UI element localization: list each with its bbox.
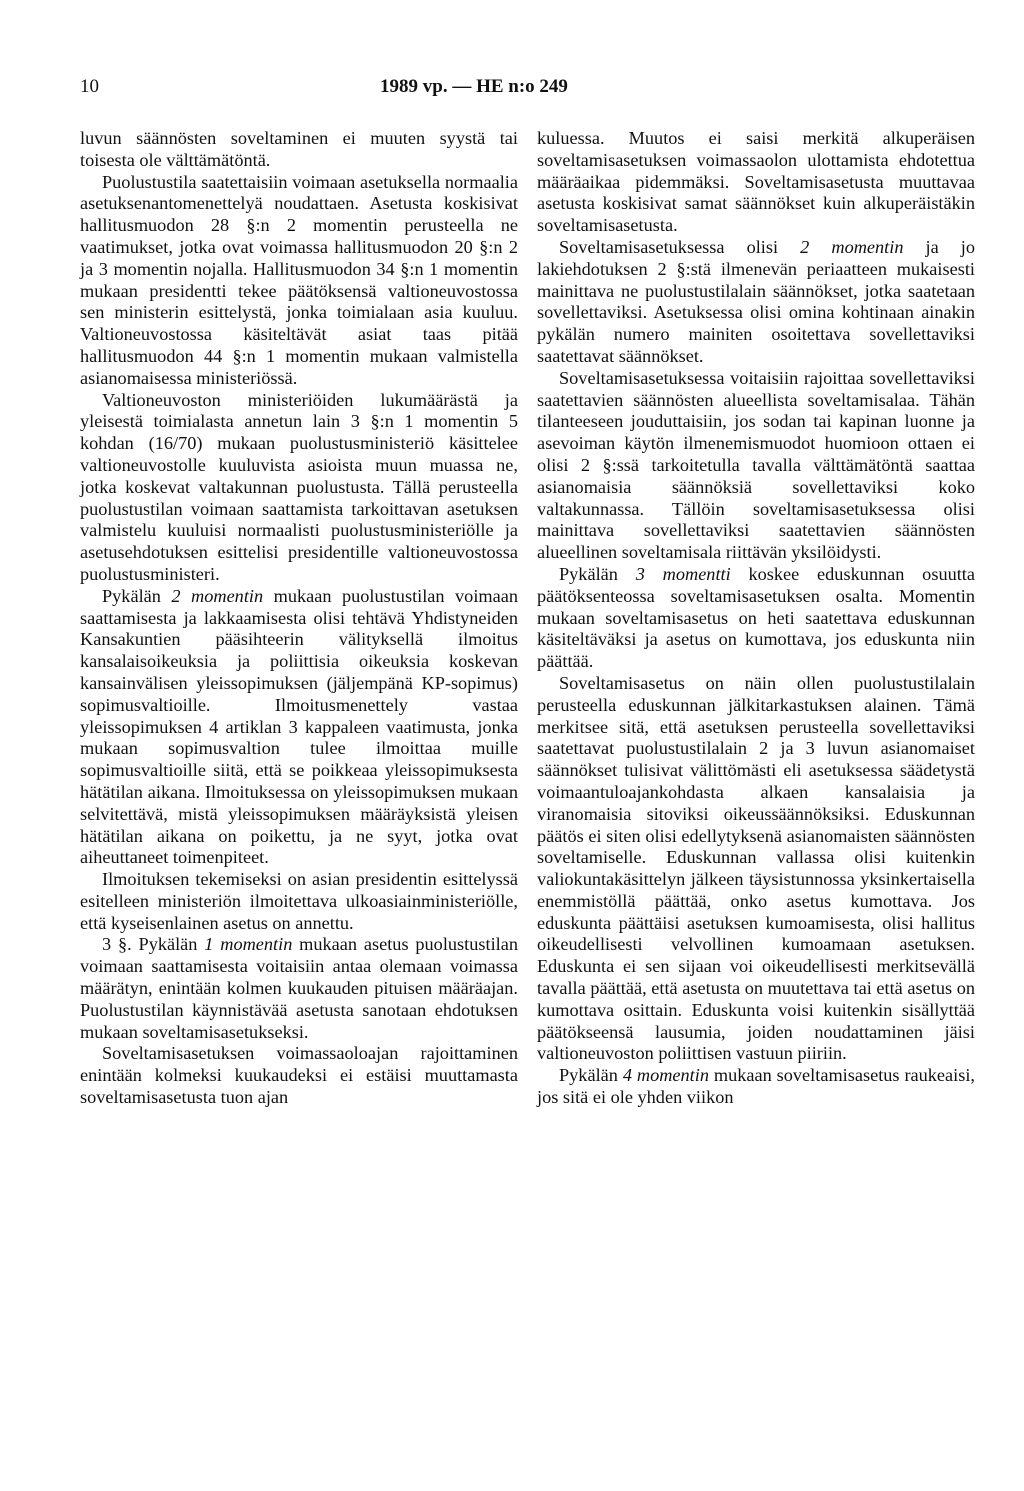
- paragraph: luvun säännösten soveltaminen ei muuten syystä tai toisesta ole välttämätöntä.: [80, 128, 518, 170]
- italic-term: 2 momentin: [800, 236, 904, 257]
- paragraph-text: 3 §. Pykälän: [102, 934, 205, 955]
- paragraph: [537, 1065, 975, 1109]
- paragraph: Puolustustila saatettaisiin voimaan asetuksella normaalia asetuksenantomenettelyä noudattaen. Asetusta koskisivat hallitusmuodon 28 §:n 2 momentin perusteella ne vaatimukset, jotka ovat voimassa hallitusmuodon 20 §:n 2 ja 3 momentin nojalla. Hallitusmuodon 34 §:n 1 momentin mukaan presidentti tekee päätöksensä valtioneuvostossa sen ministerin esittelystä, jonka toimialaan asia kuuluu. Valtioneuvostossa käsiteltävät asiat taas pitää hallitusmuodon 44 §:n 1 momentin mukaan valmistella asianomaisessa ministeriössä.: [80, 171, 518, 388]
- paragraph-text: Soveltamisasetuksessa olisi: [559, 236, 801, 257]
- paragraph-text: Pykälän: [559, 1065, 623, 1086]
- paragraph-text: mukaan soveltamisasetus raukeaisi, jos sitä ei ole yhden viikon: [537, 1065, 975, 1108]
- paragraph: Ilmoituksen tekemiseksi on asian presidentin esittelyssä esitelleen ministeriön ilmoitettava ulkoasiainministeriölle, että kyseisenlainen asetus on annettu.: [80, 869, 518, 933]
- paragraph-text: Pykälän: [559, 563, 636, 584]
- italic-term: 2 momentin: [171, 585, 264, 606]
- paragraph: [537, 564, 975, 673]
- paragraph: kuluessa. Muutos ei saisi merkitä alkuperäisen soveltamisasetuksen voimassaolon ulottamista ehdotettua määräaikaa pidemmäksi. Soveltamisasetusta muuttavaa asetusta koskisivat samat säännökset kuin alkuperäistäkin soveltamisasetusta.: [537, 128, 975, 236]
- right-column: [537, 128, 975, 1109]
- italic-term: 4 momentin: [622, 1065, 709, 1086]
- paragraph: Valtioneuvoston ministeriöiden lukumäärästä ja yleisestä toimialasta annetun lain 3 §:n 1 momentin 5 kohdan (16/70) mukaan puolustusministeriö käsittelee valtioneuvostolle kuuluvista asioista muun muassa ne, jotka koskevat valtakunnan puolustusta. Tällä perusteella puolustustilan voimaan saattamista tarkoittavan asetuksen valmistelu kuuluisi normaalisti puolustusministeriölle ja asetusehdotuksen esittelisi presidentille valtioneuvostossa puolustusministeri.: [80, 389, 518, 584]
- page-number: 10: [80, 76, 99, 97]
- paragraph: [80, 586, 518, 869]
- paragraph: Soveltamisasetus on näin ollen puolustustilalain perusteella eduskunnan jälkitarkastuksen alainen. Tämä merkitsee sitä, että asetuksen perusteella sovellettaviksi saatettavat puolustustilalain 2 ja 3 luvun asianomaiset säännökset tulisivat välittömästi eli asetuksessa säädetystä voimaantuloajankohdasta alkaen kansalaisia ja viranomaisia sitoviksi oikeussäännöksiksi. Eduskunnan päätös ei siten olisi edellytyksenä asianomaisten säännösten soveltamiselle. Eduskunnan vallassa olisi kuitenkin valiokuntakäsittelyn jälkeen täysistunnossa yksinkertaisella enemmistöllä päättää, onko asetus kumottava. Jos eduskunta päättäisi asetuksen kumoamisesta, olisi hallitus oikeudellisesti velvollinen kumoamaan asetuksen. Eduskunta ei sen sijaan voi oikeudellisesti merkitsevällä tavalla päättää, että asetusta on muutettava tai että asetus on kumottava osittain. Eduskunta voisi kuitenkin sisällyttää päätökseensä lausumia, joiden noudattaminen jäisi valtioneuvoston poliittisen vastuun piiriin.: [537, 672, 975, 1064]
- paragraph: [537, 237, 975, 368]
- paragraph-text: Pykälän: [102, 585, 172, 606]
- italic-term: 3 momentti: [635, 563, 731, 584]
- italic-term: 1 momentin: [204, 934, 293, 955]
- paragraph-text: mukaan puolustustilan voimaan saattamisesta ja lakkaamisesta olisi tehtävä Yhdistyneiden Kansakuntien pääsihteerin välityksellä ilmoitus kansalaisoikeuksia ja poliittisia oikeuksia koskevan kansainvälisen yleissopimuksen (jäljempänä KP-sopimus) sopimusvaltioille. Ilmoitusmenettely vastaa yleissopimuksen 4 artiklan 3 kappaleen vaatimusta, jonka mukaan sopimusvaltion tulee ilmoittaa muille sopimusvaltioille siitä, että se poikkeaa yleissopimuksesta hätätilan aikana. Ilmoituksessa on yleissopimuksen mukaan selvitettävä, mistä yleissopimuksen määräyksistä yleisen hätätilan aikana on poikettu, ja ne syyt, jotka ovat aiheuttaneet toimenpiteet.: [80, 585, 518, 868]
- paragraph-text: ja jo lakiehdotuksen 2 §:stä ilmenevän periaatteen mukaisesti mainittava ne puolustustilalain säännökset, jotka saatetaan sovellettaviksi. Asetuksessa olisi omina kohtinaan ainakin pykälän numero mainiten osoitettava sovellettaviksi saatettavat säännökset.: [537, 236, 976, 366]
- paragraph: Soveltamisasetuksessa voitaisiin rajoittaa sovellettaviksi saatettavien säännösten alueellista soveltamisalaa. Tähän tilanteeseen jouduttaisiin, jos sodan tai kapinan luonne ja asevoiman käytön ilmenemismuodot huomioon ottaen ei olisi 2 §:ssä tarkoitetulla tavalla välttämätöntä saattaa asianomaisia säännöksiä sovellettaviksi koko valtakunnassa. Tällöin soveltamisasetuksessa olisi mainittava sovellettaviksi saatettavien säännösten alueellinen soveltamisala riittävän yksilöidysti.: [537, 367, 975, 563]
- paragraph: Soveltamisasetuksen voimassaoloajan rajoittaminen enintään kolmeksi kuukaudeksi ei estäisi muuttamasta soveltamisasetusta tuon ajan: [80, 1043, 518, 1108]
- paragraph-text: mukaan asetus puolustustilan voimaan saattamisesta voitaisiin antaa olemaan voimassa määrätyn, enintään kolmen kuukauden pituisen määräajan. Puolustustilan käynnistävää asetusta sanotaan ehdotuksen mukaan soveltamisasetukseksi.: [80, 934, 518, 1042]
- paragraph-text: koskee eduskunnan osuutta päätöksenteossa soveltamisasetuksen osalta. Momentin mukaan soveltamisasetus on heti saatettava eduskunnan käsiteltäväksi ja asetus on kumottava, jos eduskunta niin päättää.: [537, 563, 975, 672]
- paragraph: [80, 934, 518, 1043]
- running-head: 1989 vp. — HE n:o 249: [380, 76, 568, 97]
- left-column: [80, 128, 518, 1109]
